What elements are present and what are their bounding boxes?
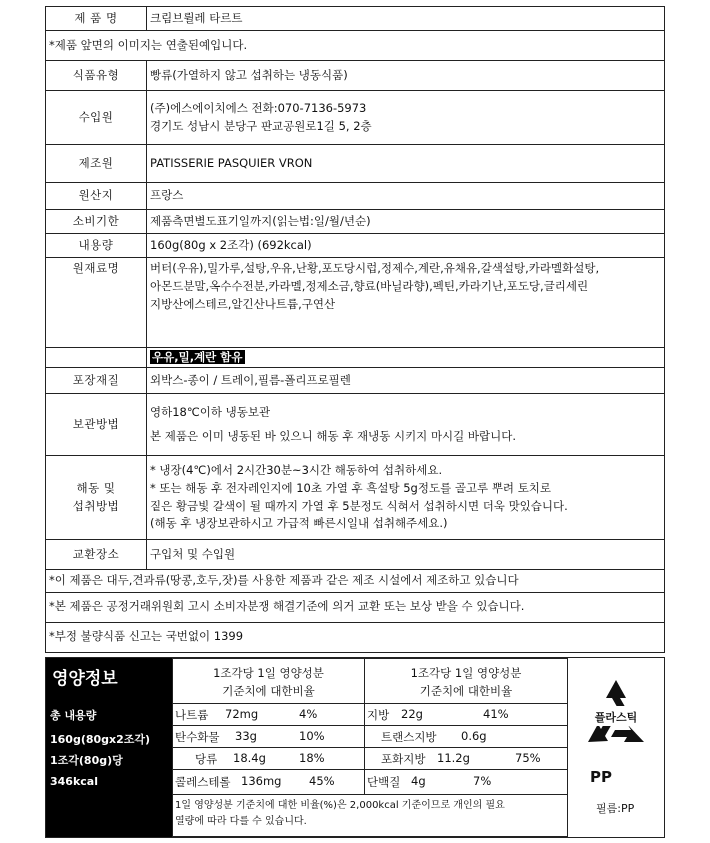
thaw-value — [147, 456, 665, 540]
ingredients-value — [147, 258, 665, 348]
nutrient-amount: 33g — [235, 729, 257, 743]
nutrition-header-right — [364, 658, 568, 704]
importer-address: 경기도 성남시 분당구 판교공원로1길 5, 2층 — [150, 118, 372, 133]
nutrient-percent: 18% — [299, 751, 325, 765]
ingredients-line: 지방산에스테르,알긴산나트륨,구연산 — [150, 296, 336, 311]
nutrition-grid — [172, 658, 568, 837]
nutrient-name: 탄수화물 — [175, 730, 220, 744]
content-label: 내용량 — [46, 234, 147, 258]
nutrient-percent: 7% — [473, 774, 492, 788]
allergen-cell — [147, 348, 665, 368]
product-info-table — [45, 6, 665, 653]
manufacturer-label: 제조원 — [46, 145, 147, 183]
report-note: *부정 불량식품 신고는 국번없이 1399 — [46, 622, 665, 652]
recycle-icon — [568, 658, 664, 768]
nutrient-row-fat — [364, 703, 568, 726]
allergen-highlight: 우유,밀,계란 함유 — [152, 349, 243, 364]
nutrient-row-transfat — [364, 725, 568, 748]
expiry-label: 소비기한 — [46, 210, 147, 234]
nutrient-name: 당류 — [195, 752, 218, 766]
nutrient-name: 트랜스지방 — [381, 730, 437, 744]
nutrient-row-carbs — [172, 725, 365, 748]
recycle-code: PP — [590, 768, 612, 786]
nutrient-percent: 45% — [309, 774, 335, 788]
thaw-line: * 또는 해동 후 전자레인지에 10초 가열 후 흑설탕 5g정도를 골고루 뿌려 토치로 — [150, 480, 552, 495]
recycle-mark — [568, 658, 664, 837]
nutrient-name: 단백질 — [367, 775, 401, 789]
nutrient-amount: 136mg — [241, 774, 282, 788]
product-name-value: 크림브륄레 타르트 — [147, 7, 665, 31]
origin-label: 원산지 — [46, 183, 147, 210]
footnote-line1: 1일 영양성분 기준치에 대한 비율(%)은 2,000kcal 기준이므로 개인의 필요 — [175, 800, 505, 811]
ingredients-line: 아몬드분말,옥수수전분,카라멜,정제소금,향료(바닐라향),펙틴,카라기난,포도당,글리세린 — [150, 278, 589, 293]
thaw-label-1: 해동 및 — [76, 480, 116, 495]
manufacturer-value: PATISSERIE PASQUIER VRON — [147, 145, 665, 183]
thaw-line: 짙은 황금빛 갈색이 될 때까지 가열 후 5분정도 식혀서 섭취하시면 더욱 맛있습니다. — [150, 498, 568, 513]
header-right-line2: 기준치에 대한비율 — [419, 684, 513, 699]
nutrient-percent: 41% — [483, 707, 509, 721]
nutrition-title: 영양정보 — [52, 669, 118, 689]
nutrient-amount: 11.2g — [437, 751, 470, 765]
nutrient-name: 포화지방 — [381, 752, 426, 766]
image-notice: *제품 앞면의 이미지는 연출된예입니다. — [46, 31, 665, 61]
nutrient-amount: 72mg — [225, 707, 259, 721]
importer-line: (주)에스에이치에스 전화:070-7136-5973 — [150, 100, 367, 115]
nutrient-amount: 0.6g — [461, 729, 487, 743]
nutrient-name: 콜레스테롤 — [175, 775, 231, 789]
storage-temp: 영하18℃이하 냉동보관 — [150, 404, 271, 419]
thaw-line: (해동 후 냉장보관하시고 가급적 빠른시일내 섭취해주세요.) — [150, 516, 448, 531]
thaw-label — [46, 456, 147, 540]
allergen-facility-note: *이 제품은 대두,견과류(땅콩,호두,잣)를 사용한 제품과 같은 제조 시설에서 제조하고 있습니다 — [46, 570, 665, 593]
per-serving-kcal: 346kcal — [50, 775, 98, 788]
importer-label: 수입원 — [46, 91, 147, 145]
nutrient-amount: 22g — [401, 707, 423, 721]
recycle-mark-text: 플라스틱 — [594, 711, 638, 724]
total-content-label: 총 내용량 — [50, 709, 97, 722]
food-type-label: 식품유형 — [46, 61, 147, 91]
nutrition-title-block — [46, 658, 172, 837]
thaw-label-2: 섭취방법 — [72, 498, 120, 513]
nutrient-row-satfat — [364, 747, 568, 770]
thaw-line: * 냉장(4℃)에서 2시간30분~3시간 해동하여 섭취하세요. — [150, 462, 443, 477]
storage-value — [147, 394, 665, 456]
food-type-value: 빵류(가열하지 않고 섭취하는 냉동식품) — [147, 61, 665, 91]
header-left-line2: 기준치에 대한비율 — [222, 684, 315, 699]
per-serving-label: 1조각(80g)당 — [50, 754, 123, 767]
nutrient-row-cholesterol — [172, 769, 365, 795]
nutrient-percent: 75% — [515, 751, 541, 765]
packaging-value: 외박스-종이 / 트레이,필름-폴리프로필렌 — [147, 368, 665, 394]
exchange-policy-note: *본 제품은 공정거래위원회 고시 소비자분쟁 해결기준에 의거 교환 또는 보상 받을 수 있습니다. — [46, 592, 665, 622]
nutrient-percent: 4% — [299, 707, 318, 721]
total-content-value: 160g(80gx2조각) — [50, 733, 151, 746]
ingredients-line: 버터(우유),밀가루,설탕,우유,난황,포도당시럽,정제수,계란,유채유,갈색설탕,카라멜화설탕, — [150, 261, 600, 275]
footnote-line2: 열량에 따라 다를 수 있습니다. — [175, 816, 307, 827]
film-label: 필름:PP — [596, 802, 635, 815]
header-right-line1: 1조각당 1일 영양성분 — [410, 666, 522, 680]
content-value: 160g(80g x 2조각) (692kcal) — [147, 234, 665, 258]
exchange-label: 교환장소 — [46, 540, 147, 570]
nutrient-amount: 18.4g — [233, 751, 266, 765]
nutrient-percent: 10% — [299, 729, 325, 743]
product-info-sheet — [45, 6, 665, 653]
nutrient-amount: 4g — [411, 774, 426, 788]
packaging-label: 포장재질 — [46, 368, 147, 394]
nutrition-footnote — [172, 794, 568, 837]
origin-value: 프랑스 — [147, 183, 665, 210]
nutrient-row-protein — [364, 769, 568, 795]
nutrition-header-left — [172, 658, 365, 704]
header-left-line1: 1조각당 1일 영양성분 — [213, 666, 324, 680]
nutrient-row-sodium — [172, 703, 365, 726]
nutrient-name: 지방 — [367, 708, 390, 722]
nutrient-row-sugars — [172, 747, 365, 770]
nutrient-name: 나트륨 — [175, 708, 209, 722]
product-name-label: 제 품 명 — [46, 7, 147, 31]
expiry-value: 제품측면별도표기일까지(읽는법:일/월/년순) — [147, 210, 665, 234]
storage-label: 보관방법 — [46, 394, 147, 456]
storage-note: 본 제품은 이미 냉동된 바 있으니 해동 후 재냉동 시키지 마시길 바랍니다. — [150, 428, 517, 443]
nutrition-panel — [45, 657, 665, 838]
ingredients-label: 원재료명 — [46, 258, 147, 348]
importer-value — [147, 91, 665, 145]
exchange-value: 구입처 및 수입원 — [147, 540, 665, 570]
allergen-label-cell — [46, 348, 147, 368]
